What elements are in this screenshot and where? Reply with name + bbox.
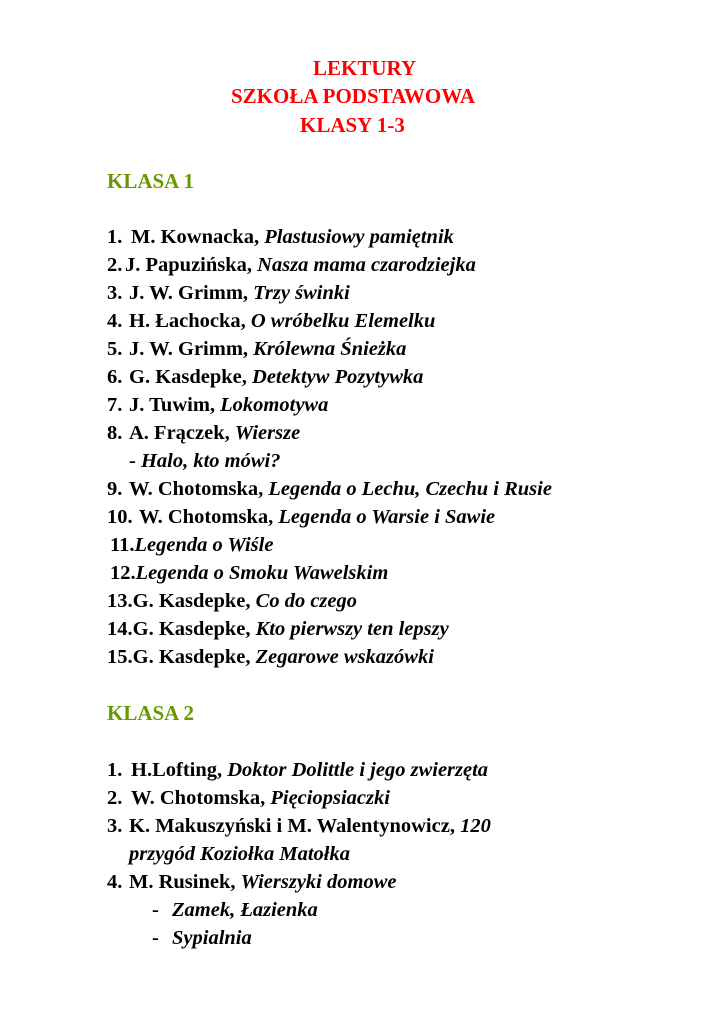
- list-item-sub: [152, 898, 318, 922]
- list-item: [107, 477, 552, 501]
- list-item: [107, 337, 406, 361]
- item-number: 7.: [107, 394, 123, 416]
- list-item: [110, 533, 273, 557]
- title-line-2: SZKOŁA PODSTAWOWA: [231, 84, 476, 108]
- item-number: 8.: [107, 422, 123, 444]
- item-title: 120: [460, 815, 491, 837]
- list-item-sub: [129, 449, 280, 473]
- item-title: Legenda o Warsie i Sawie: [278, 506, 496, 528]
- item-author: M. Rusinek,: [129, 871, 236, 893]
- list-item: [107, 589, 357, 613]
- item-number: 4.: [107, 871, 123, 893]
- item-title: Królewna Śnieżka: [253, 338, 407, 360]
- item-number: 2.: [107, 787, 123, 809]
- item-title: Wierszyki domowe: [240, 871, 397, 893]
- item-title: Co do czego: [255, 590, 358, 612]
- item-number: 13.: [107, 590, 133, 612]
- list-item: [107, 758, 488, 782]
- item-title: Legenda o Smoku Wawelskim: [135, 562, 389, 584]
- item-number: 3.: [107, 815, 123, 837]
- item-number: 15.: [107, 646, 133, 668]
- item-author: J. Papuzińska,: [125, 254, 253, 276]
- item-number: 9.: [107, 478, 123, 500]
- list-item: [107, 421, 300, 445]
- item-author: J. Tuwim,: [129, 394, 216, 416]
- klasa-1-heading: KLASA 1: [107, 169, 194, 193]
- item-title: Doktor Dolittle i jego zwierzęta: [227, 759, 489, 781]
- list-item: [107, 225, 454, 249]
- list-item: [110, 561, 388, 585]
- item-title: Lokomotywa: [220, 394, 329, 416]
- item-author: G. Kasdepke,: [129, 366, 247, 388]
- item-title: Halo, kto mówi?: [140, 450, 281, 472]
- item-title: Legenda o Lechu, Czechu i Rusie: [268, 478, 552, 500]
- item-number: 1.: [107, 759, 123, 781]
- item-author: G. Kasdepke,: [132, 618, 251, 640]
- item-number: 12.: [110, 562, 136, 584]
- item-number: 3.: [107, 282, 123, 304]
- list-item: [107, 786, 390, 810]
- item-title: Pięciopsiaczki: [270, 787, 390, 809]
- item-number: 4.: [107, 310, 123, 332]
- list-item: [107, 814, 491, 838]
- title-line-1: LEKTURY: [313, 56, 417, 80]
- item-title: Wiersze: [234, 422, 301, 444]
- item-dash: -: [129, 450, 136, 472]
- item-author: W. Chotomska,: [139, 506, 274, 528]
- item-author: J. W. Grimm,: [129, 282, 249, 304]
- item-number: 2.: [107, 254, 123, 276]
- item-dash: -: [152, 899, 159, 921]
- title-line-3: KLASY 1-3: [300, 113, 405, 137]
- item-title: O wróbelku Elemelku: [250, 310, 436, 332]
- item-author: M. Kownacka,: [131, 226, 260, 248]
- list-item: [107, 365, 423, 389]
- list-item-continuation: [129, 842, 350, 866]
- item-title: Plastusiowy pamiętnik: [264, 226, 454, 248]
- item-author: A. Frączek,: [129, 422, 230, 444]
- item-number: 5.: [107, 338, 123, 360]
- item-title: Zamek, Łazienka: [172, 899, 318, 921]
- item-author: G. Kasdepke,: [132, 646, 251, 668]
- item-author: J. W. Grimm,: [129, 338, 249, 360]
- item-number: 14.: [107, 618, 133, 640]
- item-title: Nasza mama czarodziejka: [257, 254, 476, 276]
- item-title: Legenda o Wiśle: [134, 534, 274, 556]
- list-item: [107, 505, 495, 529]
- item-title: Trzy świnki: [253, 282, 350, 304]
- item-author: W. Chotomska,: [131, 787, 266, 809]
- list-item-sub: [152, 926, 252, 950]
- item-title: Zegarowe wskazówki: [255, 646, 434, 668]
- item-title: Detektyw Pozytywka: [252, 366, 424, 388]
- item-author: H. Łachocka,: [129, 310, 246, 332]
- list-item: [107, 870, 396, 894]
- item-number: 11.: [110, 534, 135, 556]
- list-item: [107, 617, 449, 641]
- item-title: Kto pierwszy ten lepszy: [255, 618, 449, 640]
- list-item: [107, 645, 434, 669]
- klasa-2-heading: KLASA 2: [107, 701, 194, 725]
- item-author: G. Kasdepke,: [132, 590, 251, 612]
- list-item: [107, 393, 328, 417]
- item-number: 6.: [107, 366, 123, 388]
- item-author: K. Makuszyński i M. Walentynowicz,: [129, 815, 455, 837]
- item-number: 10.: [107, 506, 133, 528]
- item-dash: -: [152, 927, 159, 949]
- item-number: 1.: [107, 226, 123, 248]
- item-author: W. Chotomska,: [129, 478, 264, 500]
- list-item: [107, 253, 476, 277]
- item-title: Sypialnia: [172, 927, 252, 949]
- list-item: [107, 281, 350, 305]
- list-item: [107, 309, 435, 333]
- item-author: H.Lofting,: [131, 759, 223, 781]
- item-title: przygód Koziołka Matołka: [129, 843, 350, 865]
